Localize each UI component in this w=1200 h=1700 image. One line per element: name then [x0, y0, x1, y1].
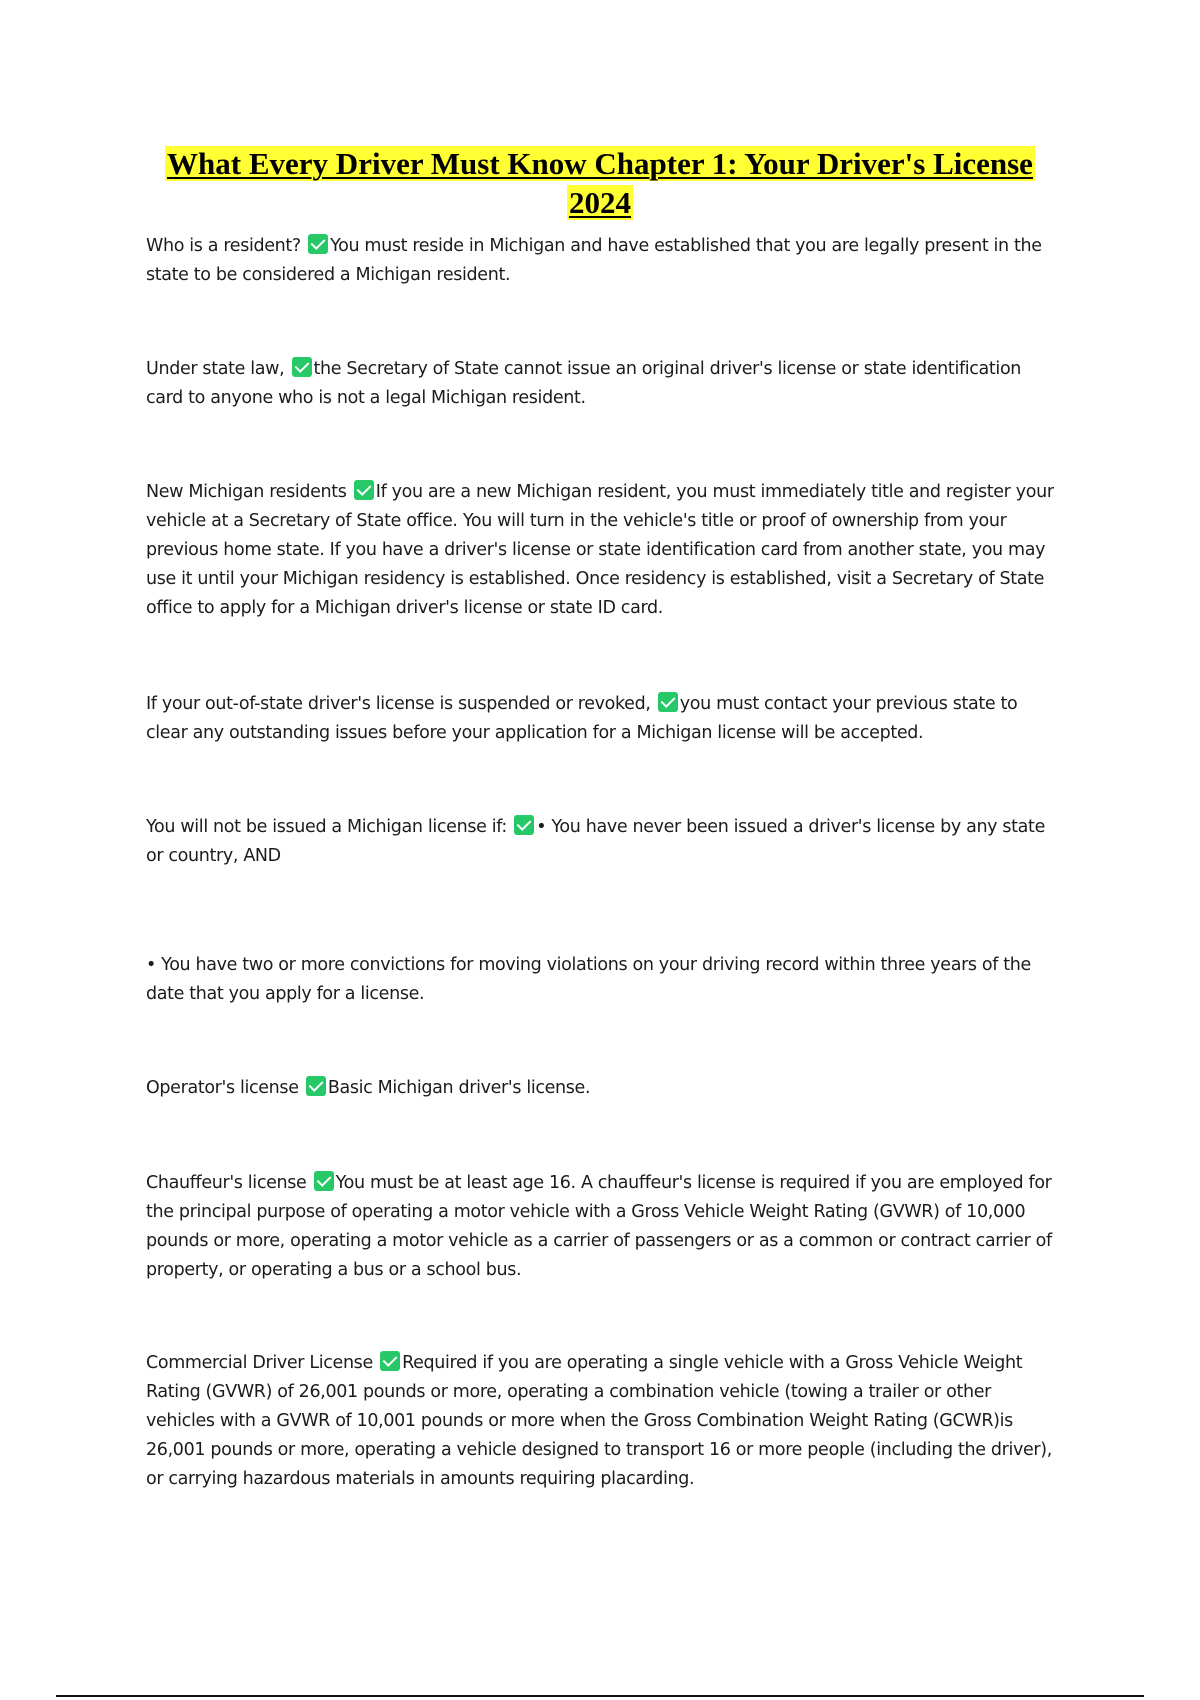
- title-line-1: What Every Driver Must Know Chapter 1: Your Driver's License: [167, 146, 1033, 181]
- answer-text: You must be at least age 16. A chauffeur's license is required if you are employed for the principal purpose of operating a motor vehicle with a Gross Vehicle Weight Rating (GVWR) of 10,000 pounds or more, operating a motor vehicle as a carrier of passengers or as a common or contract carrier of property, or operating a bus or a school bus.: [146, 1173, 1052, 1280]
- qa-item-convictions: [146, 951, 1056, 1009]
- qa-item-commercial-license: [146, 1349, 1056, 1494]
- answer-text: • You have never been issued a driver's license by any state or country, AND: [146, 817, 1045, 866]
- check-mark-icon: [306, 1076, 326, 1096]
- answer-text: Required if you are operating a single vehicle with a Gross Vehicle Weight Rating (GVWR) of 26,001 pounds or more, operating a combination vehicle (towing a trailer or other vehicles with a GVWR of 10,001 pounds or more when the Gross Combination Weight Rating (GCWR)is 26,001 pounds or more, operating a vehicle designed to transport 16 or more people (including the driver), or carrying hazardous materials in amounts requiring placarding.: [146, 1353, 1052, 1489]
- answer-text: Basic Michigan driver's license.: [327, 1078, 591, 1098]
- question-text: You will not be issued a Michigan license if:: [146, 817, 507, 837]
- check-mark-icon: [658, 692, 678, 712]
- page-title: [146, 144, 1054, 222]
- check-mark-icon: [380, 1351, 400, 1371]
- qa-item-not-issued: [146, 813, 1056, 871]
- qa-item-operator-license: [146, 1074, 1056, 1103]
- check-mark-icon: [514, 815, 534, 835]
- answer-text: the Secretary of State cannot issue an original driver's license or state identification card to anyone who is not a legal Michigan resident.: [146, 359, 1022, 408]
- qa-item-new-residents: [146, 478, 1056, 623]
- question-text: Operator's license: [146, 1078, 299, 1098]
- qa-item-chauffeur-license: [146, 1169, 1056, 1285]
- qa-item-suspended-license: [146, 690, 1056, 748]
- answer-text: You must reside in Michigan and have established that you are legally present in the state to be considered a Michigan resident.: [146, 236, 1042, 285]
- question-text: Who is a resident?: [146, 236, 301, 256]
- qa-item-state-law: [146, 355, 1056, 413]
- check-mark-icon: [308, 234, 328, 254]
- question-text: New Michigan residents: [146, 482, 347, 502]
- answer-text: If you are a new Michigan resident, you must immediately title and register your vehicle at a Secretary of State office. You will turn in the vehicle's title or proof of ownership from your previous home state. If you have a driver's license or state identification card from another state, you may use it until your Michigan residency is established. Once residency is established, visit a Secretary of State office to apply for a Michigan driver's license or state ID card.: [146, 482, 1054, 618]
- answer-text: • You have two or more convictions for moving violations on your driving record within three years of the date that you apply for a license.: [146, 955, 1031, 1004]
- title-line-2: 2024: [569, 185, 631, 220]
- qa-item-resident: [146, 232, 1056, 290]
- check-mark-icon: [314, 1171, 334, 1191]
- check-mark-icon: [354, 480, 374, 500]
- answer-text: you must contact your previous state to clear any outstanding issues before your application for a Michigan license will be accepted.: [146, 694, 1018, 743]
- check-mark-icon: [292, 357, 312, 377]
- footer-divider: [56, 1695, 1144, 1697]
- question-text: Chauffeur's license: [146, 1173, 307, 1193]
- question-text: If your out-of-state driver's license is suspended or revoked,: [146, 694, 651, 714]
- question-text: Commercial Driver License: [146, 1353, 373, 1373]
- question-text: Under state law,: [146, 359, 285, 379]
